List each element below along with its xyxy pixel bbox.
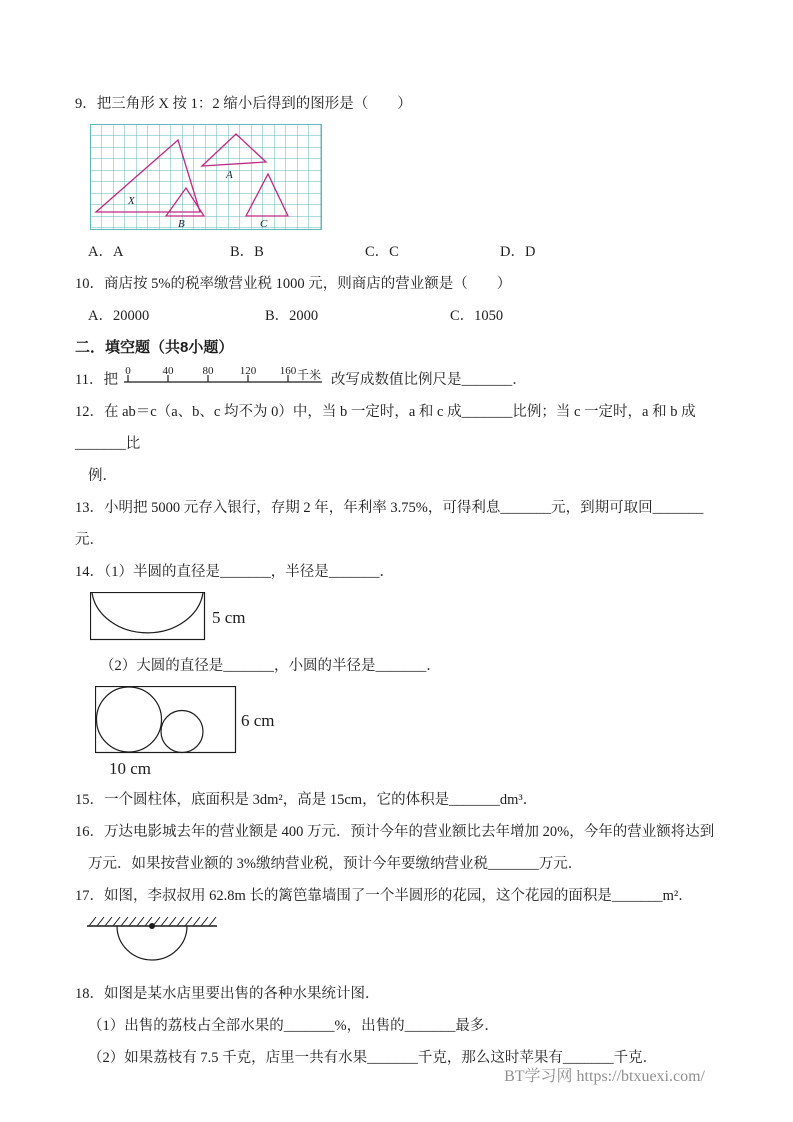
dim-label-6cm: 6 cm [241,711,275,730]
q11-prefix: 11．把 [75,372,118,388]
label-triangle-a: A [226,169,233,181]
q9-grid-figure [90,124,725,230]
q10-option-c: C．1050 [450,308,504,324]
small-circle [161,711,203,753]
q9-option-b: B．B [230,244,264,260]
ruler-tick-40: 40 [162,365,174,377]
question-12 [75,396,725,492]
question-18 [75,978,725,1074]
q9-option-d: D．D [500,244,536,260]
label-triangle-b: B [178,218,185,230]
q17-wall-semicircle-figure [85,914,725,976]
q11-suffix: 改写成数值比例尺是_______． [330,372,527,388]
semicircle-arc [92,593,203,633]
q18-sub2: （2）如果荔枝有 7.5 千克，店里一共有水果_______千克，那么这时苹果有_______千克． [88,1050,658,1066]
dim-label-10cm: 10 cm [109,759,152,778]
grid-triangles-svg [90,124,322,230]
q18-sub1: （1）出售的荔枝占全部水果的_______%，出售的_______最多． [88,1018,499,1034]
q9-option-a: A．A [88,244,124,260]
center-dot [149,923,155,929]
ruler-tick-120: 120 [239,365,257,377]
label-triangle-c: C [260,218,268,230]
question-14-part2 [75,650,725,682]
garden-semicircle-arc [117,926,187,960]
two-circles-in-rect-svg [95,686,285,782]
question-10-text: 10．商店按 5%的税率缴营业税 1000 元，则商店的营业额是（ ） [75,276,512,292]
semicircle-in-rect-svg [90,592,260,646]
q9-options-row [75,236,725,268]
dim-label-5cm: 5 cm [212,608,246,627]
section-2-title: 二．填空题（共8小题） [75,339,234,356]
question-15-text: 15．一个圆柱体，底面积是 3dm²，高是 15cm，它的体积是_______dm³． [75,792,538,808]
q12-line2: 例． [88,468,117,484]
question-14-part1: 14．（1）半圆的直径是_______，半径是_______． [75,564,394,580]
ruler-tick-80: 80 [202,365,214,377]
q14-part2-text: （2）大圆的直径是_______，小圆的半径是_______． [100,658,441,674]
ruler-unit-label: 千米 [296,368,321,382]
ruler-tick-160: 160 [279,365,297,377]
q10-options-row [75,300,725,332]
big-circle [97,687,162,752]
q14-semicircle-figure [90,592,725,646]
question-9-text: 9．把三角形 X 按 1：2 缩小后得到的图形是（ ） [75,96,412,112]
question-13-text: 13．小明把 5000 元存入银行，存期 2 年，年利率 3.75%，可得利息_______元，到期可取回_______元． [75,500,704,548]
label-triangle-x: X [128,195,135,207]
q10-option-a: A．20000 [88,308,150,324]
q18-text: 18．如图是某水店里要出售的各种水果统计图． [75,986,380,1002]
scale-ruler-figure [122,365,327,391]
q14-two-circles-figure [95,686,725,782]
q16-line2: 万元．如果按营业额的 3%缴纳营业税，预计今年要缴纳营业税_______万元． [88,856,583,872]
q9-option-c: C．C [365,244,399,260]
ruler-tick-0: 0 [125,365,131,377]
q10-option-b: B．2000 [265,308,319,324]
question-17-text: 17．如图，李叔叔用 62.8m 长的篱笆靠墙围了一个半圆形的花园，这个花园的面积是_______m²． [75,888,693,904]
q12-line1: 12．在 ab＝c（a、b、c 均不为 0）中，当 b 一定时，a 和 c 成_______比例；当 c 一定时，a 和 b 成_______比 [75,404,696,452]
site-watermark: BT学习网 https://btxuexi.com/ [504,1068,705,1085]
wall-semicircle-svg [85,914,225,976]
question-11 [75,364,725,396]
question-16 [75,816,725,880]
q16-line1: 16．万达电影城去年的营业额是 400 万元．预计今年的营业额比去年增加 20%，今年的营业额将达到 [75,824,715,840]
